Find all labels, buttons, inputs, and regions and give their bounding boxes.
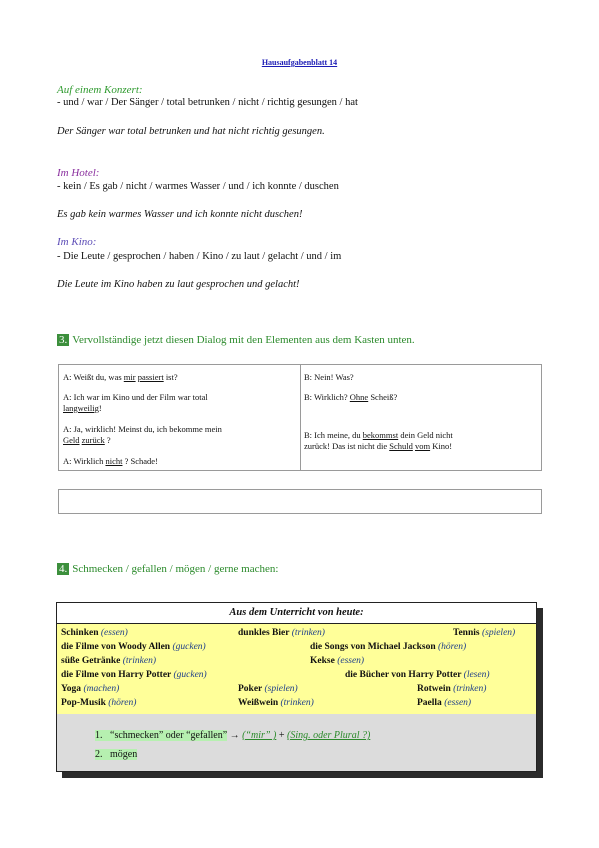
vocab-item: Paella (essen) bbox=[417, 698, 472, 708]
worksheet-title: Hausaufgabenblatt 14 bbox=[261, 58, 338, 67]
dialog-line-b1: B: Nein! Was? bbox=[304, 372, 354, 382]
vocab-item: dunkles Bier (trinken) bbox=[238, 628, 325, 638]
vocab-item: die Bücher von Harry Potter (lesen) bbox=[345, 670, 490, 680]
dialog-column-divider bbox=[300, 365, 301, 470]
exercise-answer-concert: Der Sänger war total betrunken und hat nicht richtig gesungen. bbox=[57, 126, 325, 137]
section-3-instruction bbox=[57, 334, 415, 346]
vocab-item: die Filme von Woody Allen (gucken) bbox=[61, 642, 206, 652]
vocab-box-items bbox=[57, 624, 536, 714]
vocab-item: Yoga (machen) bbox=[61, 684, 120, 694]
exercise-answer-hotel: Es gab kein warmes Wasser und ich konnte nicht duschen! bbox=[57, 209, 303, 220]
section-3-number: 3. bbox=[59, 334, 68, 346]
exercise-heading-concert: Auf einem Konzert: bbox=[57, 84, 143, 96]
exercise-heading-cinema: Im Kino: bbox=[57, 236, 97, 248]
vocab-item: Poker (spielen) bbox=[238, 684, 298, 694]
vocab-item: Kekse (essen) bbox=[310, 656, 365, 666]
dialog-line-b2: B: Wirklich? Ohne Scheiß? bbox=[304, 392, 398, 402]
dialog-line-a3: A: Ja, wirklich! Meinst du, ich bekomme mein Geld zurück ? bbox=[63, 424, 222, 445]
grammar-rule-1: 1. “schmecken” oder “gefallen” → (“mir” ) + (Sing. oder Plural ?) bbox=[95, 730, 371, 741]
section-4-instruction bbox=[57, 563, 278, 575]
dialog-line-b3: B: Ich meine, du bekommst dein Geld nicht zurück! Das ist nicht die Schuld vom Kino! bbox=[304, 430, 453, 451]
vocab-item: Rotwein (trinken) bbox=[417, 684, 487, 694]
exercise-words-concert: - und / war / Der Sänger / total betrunken / nicht / richtig gesungen / hat bbox=[57, 97, 358, 108]
vocab-box bbox=[56, 602, 537, 772]
dialog-line-a1: A: Weißt du, was mir passiert ist? bbox=[63, 372, 178, 382]
dialog-line-a4: A: Wirklich nicht ? Schade! bbox=[63, 456, 158, 466]
vocab-item: süße Getränke (trinken) bbox=[61, 656, 156, 666]
exercise-heading-hotel: Im Hotel: bbox=[57, 167, 100, 179]
section-3-text: Vervollständige jetzt diesen Dialog mit den Elementen aus dem Kasten unten. bbox=[72, 334, 415, 346]
dialog-answer-box[interactable] bbox=[58, 489, 542, 514]
section-4-number: 4. bbox=[59, 563, 68, 575]
exercise-words-cinema: - Die Leute / gesprochen / haben / Kino / zu laut / gelacht / und / im bbox=[57, 251, 342, 262]
exercise-words-hotel: - kein / Es gab / nicht / warmes Wasser / und / ich konnte / duschen bbox=[57, 181, 339, 192]
vocab-item: die Songs von Michael Jackson (hören) bbox=[310, 642, 467, 652]
dialog-table bbox=[58, 364, 542, 471]
vocab-item: Tennis (spielen) bbox=[453, 628, 516, 638]
vocab-item: Pop-Musik (hören) bbox=[61, 698, 137, 708]
vocab-item: Weißwein (trinken) bbox=[238, 698, 314, 708]
vocab-box-title: Aus dem Unterricht von heute: bbox=[57, 603, 536, 624]
section-4-text: Schmecken / gefallen / mögen / gerne machen: bbox=[72, 563, 279, 575]
vocab-item: Schinken (essen) bbox=[61, 628, 128, 638]
vocab-item: die Filme von Harry Potter (gucken) bbox=[61, 670, 207, 680]
grammar-rule-2: 2. mögen bbox=[95, 749, 138, 760]
exercise-answer-cinema: Die Leute im Kino haben zu laut gesprochen und gelacht! bbox=[57, 279, 300, 290]
dialog-line-a2: A: Ich war im Kino und der Film war total langweilig! bbox=[63, 392, 208, 413]
